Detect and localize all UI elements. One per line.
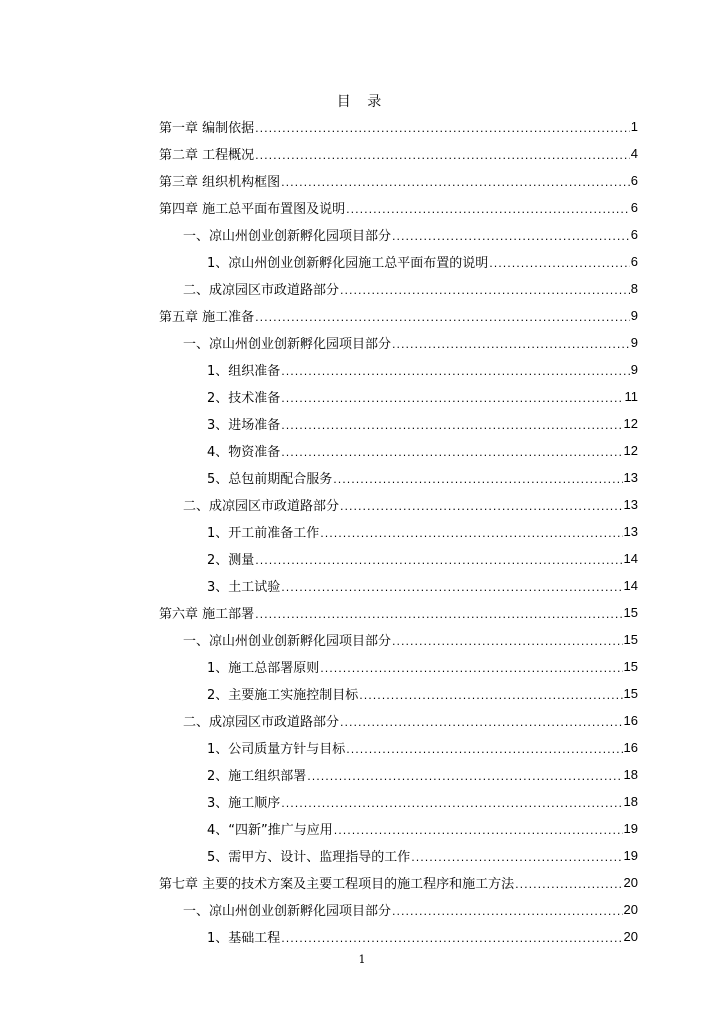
toc-entry-page: 13 bbox=[623, 470, 638, 485]
toc-entry-page: 1 bbox=[630, 119, 638, 134]
toc-entry[interactable] bbox=[159, 626, 638, 653]
toc-entry-page: 4 bbox=[630, 146, 638, 161]
toc-entry[interactable] bbox=[159, 140, 638, 167]
toc-entry-page: 11 bbox=[624, 389, 638, 404]
toc-entry-label: 一、凉山州创业创新孵化园项目部分 bbox=[183, 634, 392, 649]
toc-entry[interactable] bbox=[159, 518, 638, 545]
toc-entry[interactable] bbox=[159, 275, 638, 302]
toc-entry-label: 一、凉山州创业创新孵化园项目部分 bbox=[183, 229, 392, 244]
toc-dot-leader bbox=[281, 176, 630, 189]
toc-entry-page: 14 bbox=[623, 551, 638, 566]
toc-dot-leader bbox=[255, 608, 622, 621]
toc-entry-label: 二、成凉园区市政道路部分 bbox=[183, 715, 340, 730]
toc-entry-label: 二、成凉园区市政道路部分 bbox=[183, 499, 340, 514]
toc-entry-page: 9 bbox=[630, 308, 638, 323]
toc-entry-page: 9 bbox=[630, 362, 638, 377]
toc-entry[interactable] bbox=[159, 329, 638, 356]
toc-dot-leader bbox=[392, 635, 623, 648]
toc-dot-leader bbox=[346, 743, 622, 756]
toc-entry-label: 3、施工顺序 bbox=[207, 796, 281, 811]
toc-dot-leader bbox=[281, 419, 622, 432]
toc-entry-label: 一、凉山州创业创新孵化园项目部分 bbox=[183, 337, 392, 352]
toc-entry-label: 第四章 施工总平面布置图及说明 bbox=[159, 202, 346, 217]
toc-entry-page: 6 bbox=[630, 200, 638, 215]
toc-entry-page: 8 bbox=[630, 281, 638, 296]
page-number: 1 bbox=[358, 953, 366, 966]
toc-dot-leader bbox=[334, 824, 623, 837]
toc-entry[interactable] bbox=[159, 248, 638, 275]
toc-dot-leader bbox=[281, 932, 622, 945]
toc-entry[interactable] bbox=[159, 923, 638, 950]
toc-entry-label: 1、施工总部署原则 bbox=[207, 661, 320, 676]
toc-entry[interactable] bbox=[159, 383, 638, 410]
toc-dot-leader bbox=[359, 689, 622, 702]
toc-entry[interactable] bbox=[159, 869, 638, 896]
toc-entry-page: 6 bbox=[630, 254, 638, 269]
toc-entry-label: 2、施工组织部署 bbox=[207, 769, 307, 784]
toc-dot-leader bbox=[281, 446, 622, 459]
toc-entry[interactable] bbox=[159, 437, 638, 464]
toc-dot-leader bbox=[255, 311, 630, 324]
toc-entry[interactable] bbox=[159, 761, 638, 788]
toc-entry-label: 第一章 编制依据 bbox=[159, 121, 255, 136]
toc-entry-page: 15 bbox=[623, 632, 638, 647]
toc-entry[interactable] bbox=[159, 842, 638, 869]
toc-entry-label: 一、凉山州创业创新孵化园项目部分 bbox=[183, 904, 392, 919]
toc-entry[interactable] bbox=[159, 653, 638, 680]
toc-entry-page: 15 bbox=[623, 605, 638, 620]
toc-entry-label: 4、物资准备 bbox=[207, 445, 281, 460]
toc-entry[interactable] bbox=[159, 545, 638, 572]
toc-entry-label: 第六章 施工部署 bbox=[159, 607, 255, 622]
toc-entry[interactable] bbox=[159, 734, 638, 761]
toc-entry-page: 12 bbox=[623, 443, 638, 458]
toc-dot-leader bbox=[340, 284, 630, 297]
toc-entry-page: 20 bbox=[623, 875, 638, 890]
toc-entry-label: 1、凉山州创业创新孵化园施工总平面布置的说明 bbox=[207, 256, 489, 271]
toc-entry-page: 15 bbox=[623, 686, 638, 701]
toc-dot-leader bbox=[281, 392, 623, 405]
toc-entry[interactable] bbox=[159, 788, 638, 815]
toc-entry-page: 19 bbox=[623, 848, 638, 863]
toc-entry[interactable] bbox=[159, 464, 638, 491]
toc-entry[interactable] bbox=[159, 599, 638, 626]
table-of-contents bbox=[159, 113, 638, 950]
toc-dot-leader bbox=[515, 878, 622, 891]
toc-entry-label: 第五章 施工准备 bbox=[159, 310, 255, 325]
toc-entry-label: 3、土工试验 bbox=[207, 580, 281, 595]
toc-entry[interactable] bbox=[159, 302, 638, 329]
toc-entry-label: 第七章 主要的技术方案及主要工程项目的施工程序和施工方法 bbox=[159, 877, 515, 892]
toc-dot-leader bbox=[340, 500, 623, 513]
toc-dot-leader bbox=[489, 257, 629, 270]
toc-entry-page: 15 bbox=[623, 659, 638, 674]
toc-entry-label: 1、基础工程 bbox=[207, 931, 281, 946]
toc-entry-label: 1、开工前准备工作 bbox=[207, 526, 320, 541]
toc-entry-page: 16 bbox=[623, 713, 638, 728]
toc-dot-leader bbox=[411, 851, 622, 864]
toc-entry[interactable] bbox=[159, 815, 638, 842]
toc-entry-page: 20 bbox=[623, 929, 638, 944]
toc-entry-label: 5、总包前期配合服务 bbox=[207, 472, 333, 487]
toc-dot-leader bbox=[281, 797, 622, 810]
toc-entry-label: 1、公司质量方针与目标 bbox=[207, 742, 346, 757]
toc-entry-label: 4、“四新”推广与应用 bbox=[207, 823, 333, 838]
toc-entry-page: 6 bbox=[630, 173, 638, 188]
toc-dot-leader bbox=[392, 338, 630, 351]
toc-entry[interactable] bbox=[159, 113, 638, 140]
toc-title: 目 录 bbox=[336, 94, 388, 110]
toc-dot-leader bbox=[255, 554, 622, 567]
toc-entry-page: 16 bbox=[623, 740, 638, 755]
toc-entry[interactable] bbox=[159, 356, 638, 383]
toc-entry[interactable] bbox=[159, 572, 638, 599]
toc-entry[interactable] bbox=[159, 707, 638, 734]
toc-entry-label: 2、技术准备 bbox=[207, 391, 281, 406]
toc-entry-label: 1、组织准备 bbox=[207, 364, 281, 379]
toc-dot-leader bbox=[392, 230, 630, 243]
toc-entry[interactable] bbox=[159, 167, 638, 194]
toc-entry-page: 20 bbox=[623, 902, 638, 917]
toc-entry-page: 13 bbox=[623, 524, 638, 539]
toc-dot-leader bbox=[307, 770, 622, 783]
toc-dot-leader bbox=[320, 662, 622, 675]
toc-entry-page: 18 bbox=[623, 794, 638, 809]
toc-entry[interactable] bbox=[159, 194, 638, 221]
toc-entry-label: 3、进场准备 bbox=[207, 418, 281, 433]
toc-entry-label: 2、主要施工实施控制目标 bbox=[207, 688, 359, 703]
toc-entry[interactable] bbox=[159, 680, 638, 707]
toc-entry-page: 13 bbox=[623, 497, 638, 512]
toc-entry-label: 第三章 组织机构框图 bbox=[159, 175, 281, 190]
toc-entry-page: 18 bbox=[623, 767, 638, 782]
toc-dot-leader bbox=[333, 473, 622, 486]
toc-entry-page: 12 bbox=[623, 416, 638, 431]
toc-entry-page: 19 bbox=[623, 821, 638, 836]
toc-dot-leader bbox=[346, 203, 630, 216]
toc-entry[interactable] bbox=[159, 896, 638, 923]
toc-dot-leader bbox=[255, 122, 630, 135]
toc-entry-label: 二、成凉园区市政道路部分 bbox=[183, 283, 340, 298]
toc-entry-page: 6 bbox=[630, 227, 638, 242]
toc-entry[interactable] bbox=[159, 221, 638, 248]
toc-dot-leader bbox=[281, 581, 622, 594]
toc-dot-leader bbox=[281, 365, 629, 378]
toc-entry-page: 9 bbox=[630, 335, 638, 350]
toc-dot-leader bbox=[340, 716, 623, 729]
toc-dot-leader bbox=[255, 149, 630, 162]
toc-entry[interactable] bbox=[159, 410, 638, 437]
toc-entry-page: 14 bbox=[623, 578, 638, 593]
toc-entry-label: 5、需甲方、设计、监理指导的工作 bbox=[207, 850, 411, 865]
toc-entry[interactable] bbox=[159, 491, 638, 518]
toc-dot-leader bbox=[392, 905, 623, 918]
toc-entry-label: 第二章 工程概况 bbox=[159, 148, 255, 163]
toc-dot-leader bbox=[320, 527, 622, 540]
toc-entry-label: 2、测量 bbox=[207, 553, 255, 568]
